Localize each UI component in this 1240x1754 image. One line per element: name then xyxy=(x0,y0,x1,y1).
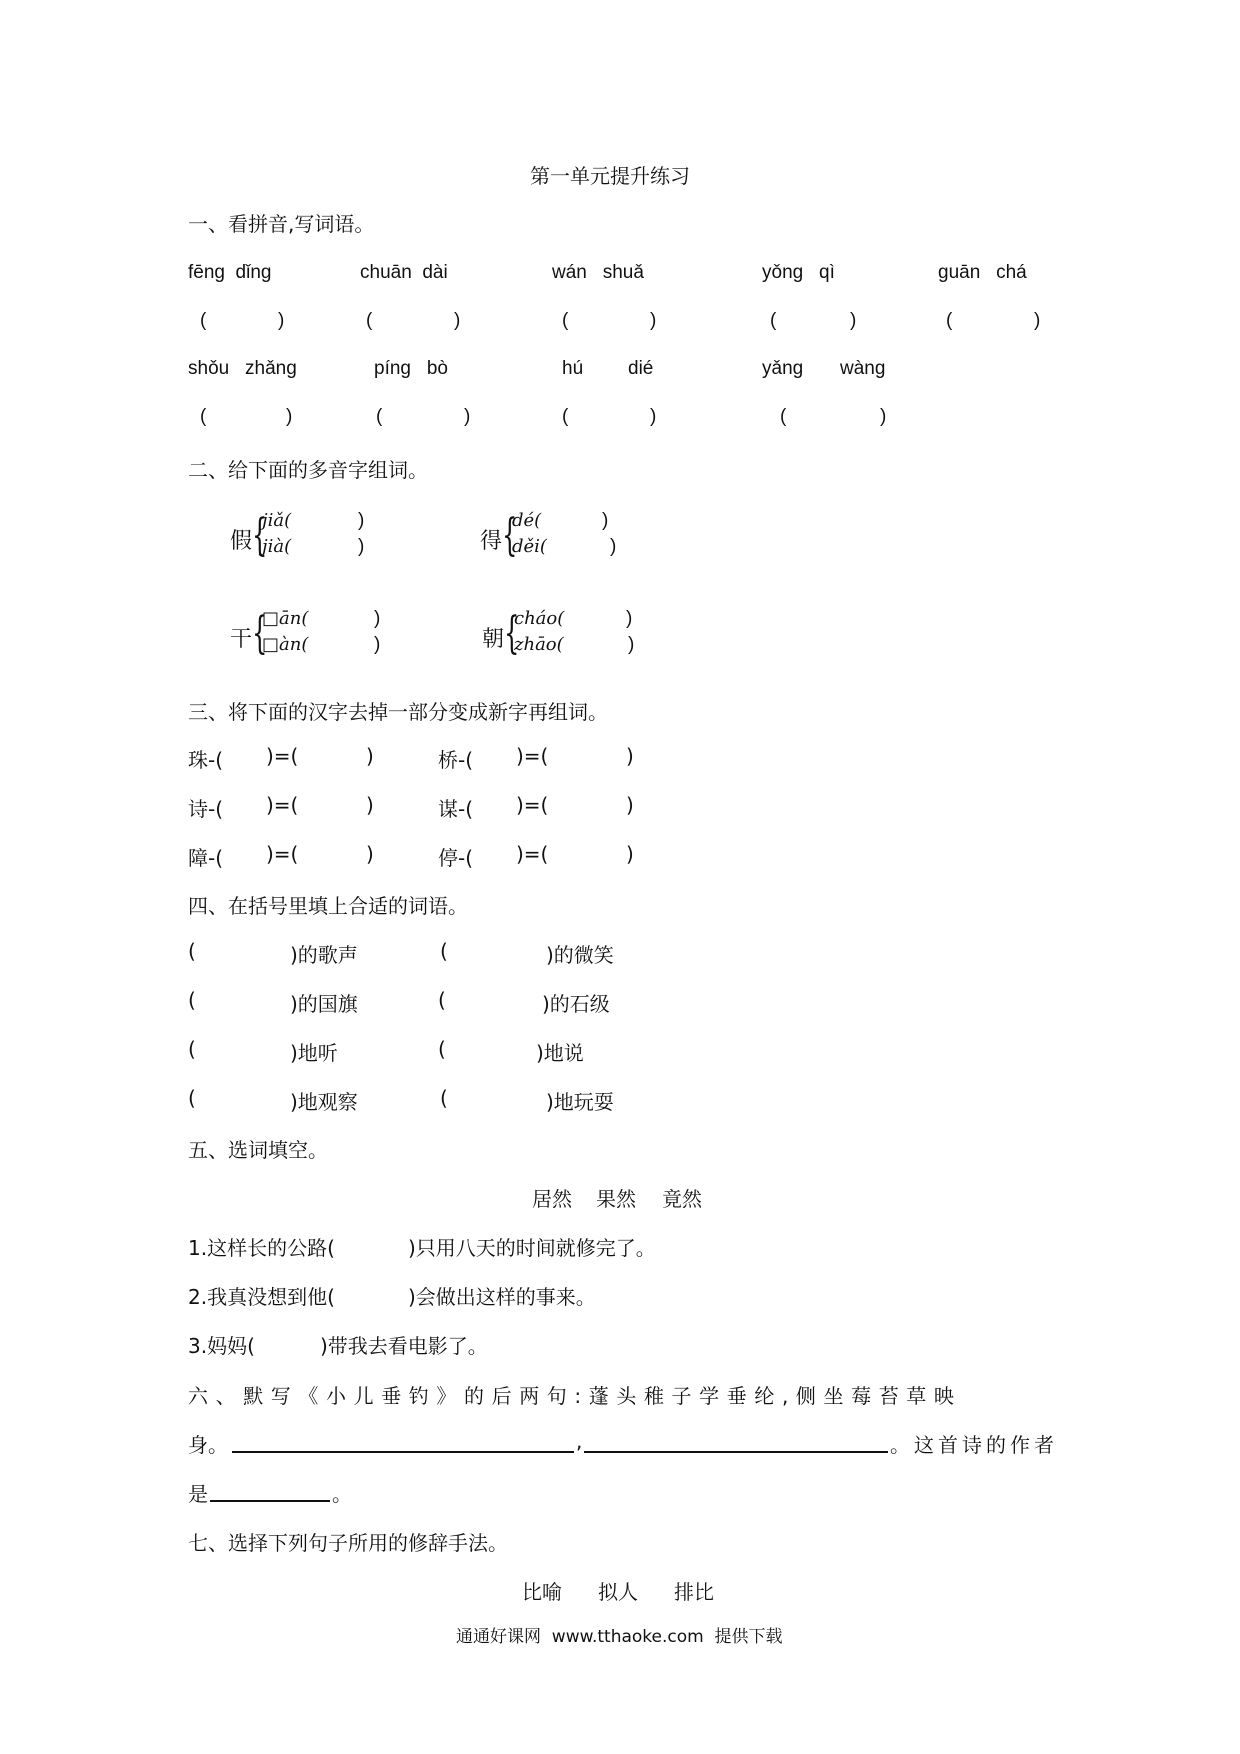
pinyin-option: děi( xyxy=(512,536,547,557)
polyphone-char-jia: 假 xyxy=(230,529,253,554)
question-1-text-end: )只用八天的时间就修完了。 xyxy=(408,1236,656,1260)
section-4-heading: 四、在括号里填上合适的词语。 xyxy=(188,894,468,918)
rhetoric-choice: 比喻 xyxy=(522,1580,562,1604)
answer-blank[interactable]: ( xyxy=(200,310,207,331)
char-item-mid[interactable]: )=( xyxy=(266,744,299,768)
question-2-text: 2.我真没想到他( xyxy=(188,1285,335,1309)
pinyin-5: guān chá xyxy=(938,262,1027,283)
char-item: 谋-( xyxy=(438,797,474,821)
section-1-heading: 一、看拼音,写词语。 xyxy=(188,212,375,236)
brace-icon: { xyxy=(502,510,518,561)
answer-blank-close[interactable]: ) xyxy=(602,510,609,531)
pinyin-option: cháo( xyxy=(514,608,565,629)
section-3-heading: 三、将下面的汉字去掉一部分变成新字再组词。 xyxy=(188,700,608,724)
fill-item: )地玩耍 xyxy=(546,1090,614,1114)
question-3-text: 3.妈妈( xyxy=(188,1334,255,1358)
page-title: 第一单元提升练习 xyxy=(530,164,690,188)
section-7-heading: 七、选择下列句子所用的修辞手法。 xyxy=(188,1531,508,1555)
pinyin-1: fēng dǐng xyxy=(188,262,272,283)
answer-line[interactable] xyxy=(584,1451,888,1453)
brace-icon: { xyxy=(252,608,268,659)
answer-blank-close[interactable]: ) xyxy=(366,793,374,817)
answer-blank-close: ) xyxy=(650,310,657,331)
word-choice: 果然 xyxy=(596,1187,636,1211)
answer-blank[interactable]: ( xyxy=(440,939,448,963)
fill-item: )地观察 xyxy=(290,1090,358,1114)
char-item: 珠-( xyxy=(188,748,224,772)
char-item-mid[interactable]: )=( xyxy=(266,793,299,817)
question-2-text-end: )会做出这样的事来。 xyxy=(408,1285,596,1309)
polyphone-char-chao: 朝 xyxy=(482,627,505,652)
fill-item: )的微笑 xyxy=(546,943,614,967)
section-6-text: 。这首诗的作者 xyxy=(890,1433,1058,1457)
answer-blank-close[interactable]: ) xyxy=(610,536,617,557)
answer-blank[interactable]: ( xyxy=(946,310,953,331)
answer-blank-close[interactable]: ) xyxy=(358,536,365,557)
answer-blank[interactable]: ( xyxy=(770,310,777,331)
answer-blank-close[interactable]: ) xyxy=(626,608,633,629)
char-item-mid[interactable]: )=( xyxy=(516,793,549,817)
pinyin-6: shǒu zhǎng xyxy=(188,358,297,379)
char-item: 停-( xyxy=(438,846,474,870)
fill-item: )地听 xyxy=(290,1041,338,1065)
answer-blank-close[interactable]: ) xyxy=(626,793,634,817)
char-item-mid[interactable]: )=( xyxy=(516,842,549,866)
answer-blank-close: ) xyxy=(850,310,857,331)
answer-blank-close: ) xyxy=(454,310,461,331)
pinyin-4: yǒng qì xyxy=(762,262,835,283)
answer-blank[interactable]: ( xyxy=(200,406,207,427)
pinyin-option: zhāo( xyxy=(514,634,564,655)
polyphone-char-gan: 干 xyxy=(230,627,253,652)
answer-line[interactable] xyxy=(232,1451,574,1453)
answer-blank[interactable]: ( xyxy=(562,406,569,427)
answer-blank[interactable]: ( xyxy=(188,988,196,1012)
footer-text: 通通好课网 www.tthaoke.com 提供下载 xyxy=(456,1627,783,1647)
answer-line[interactable] xyxy=(210,1500,330,1502)
section-6-text: 身。 xyxy=(188,1433,228,1457)
pinyin-3: wán shuǎ xyxy=(552,262,644,283)
answer-blank-close[interactable]: ) xyxy=(626,744,634,768)
section-6-text: 。 xyxy=(332,1482,352,1506)
answer-blank-close: ) xyxy=(286,406,293,427)
rhetoric-choice: 拟人 xyxy=(598,1580,638,1604)
section-6-text: 六、默写《小儿垂钓》的后两句:蓬头稚子学垂纶,侧坐莓苔草映 xyxy=(188,1384,962,1408)
pinyin-8a: hú xyxy=(562,358,584,379)
question-3-text-end: )带我去看电影了。 xyxy=(320,1334,488,1358)
pinyin-9b: wàng xyxy=(840,358,886,379)
answer-blank-close[interactable]: ) xyxy=(626,842,634,866)
answer-blank-close: ) xyxy=(880,406,887,427)
answer-blank[interactable]: ( xyxy=(438,988,446,1012)
polyphone-char-de: 得 xyxy=(480,529,503,554)
answer-blank-close[interactable]: ) xyxy=(374,608,381,629)
word-choice: 竟然 xyxy=(662,1187,702,1211)
fill-item: )的石级 xyxy=(542,992,610,1016)
answer-blank-close[interactable]: ) xyxy=(628,634,635,655)
rhetoric-choice: 排比 xyxy=(674,1580,714,1604)
answer-blank[interactable]: ( xyxy=(780,406,787,427)
question-1-text: 1.这样长的公路( xyxy=(188,1236,335,1260)
char-item: 桥-( xyxy=(438,748,474,772)
fill-item: )的国旗 xyxy=(290,992,358,1016)
answer-blank-close: ) xyxy=(650,406,657,427)
pinyin-option: jiǎ( xyxy=(262,510,292,531)
answer-blank[interactable]: ( xyxy=(562,310,569,331)
answer-blank-close[interactable]: ) xyxy=(358,510,365,531)
pinyin-9a: yǎng xyxy=(762,358,804,379)
pinyin-7: píng bò xyxy=(374,358,448,379)
fill-item: )的歌声 xyxy=(290,943,358,967)
char-item: 障-( xyxy=(188,846,224,870)
section-6-comma: , xyxy=(576,1429,583,1453)
section-2-heading: 二、给下面的多音字组词。 xyxy=(188,458,428,482)
answer-blank[interactable]: ( xyxy=(188,939,196,963)
pinyin-option: □àn( xyxy=(262,634,309,655)
answer-blank-close[interactable]: ) xyxy=(374,634,381,655)
answer-blank[interactable]: ( xyxy=(188,1037,196,1061)
answer-blank-close[interactable]: ) xyxy=(366,842,374,866)
section-6-text: 是 xyxy=(188,1482,208,1506)
answer-blank-close[interactable]: ) xyxy=(366,744,374,768)
answer-blank[interactable]: ( xyxy=(188,1086,196,1110)
answer-blank[interactable]: ( xyxy=(366,310,373,331)
char-item-mid[interactable]: )=( xyxy=(266,842,299,866)
pinyin-8b: dié xyxy=(628,358,654,379)
char-item-mid[interactable]: )=( xyxy=(516,744,549,768)
answer-blank[interactable]: ( xyxy=(440,1086,448,1110)
answer-blank-close: ) xyxy=(1034,310,1041,331)
brace-icon: { xyxy=(252,510,268,561)
char-item: 诗-( xyxy=(188,797,224,821)
fill-item: )地说 xyxy=(536,1041,584,1065)
section-5-heading: 五、选词填空。 xyxy=(188,1138,328,1162)
pinyin-2: chuān dài xyxy=(360,262,448,283)
answer-blank-close: ) xyxy=(464,406,471,427)
answer-blank[interactable]: ( xyxy=(438,1037,446,1061)
answer-blank[interactable]: ( xyxy=(376,406,383,427)
answer-blank-close: ) xyxy=(278,310,285,331)
brace-icon: { xyxy=(504,608,520,659)
pinyin-option: jià( xyxy=(262,536,292,557)
pinyin-option: dé( xyxy=(512,510,542,531)
word-choice: 居然 xyxy=(532,1187,572,1211)
pinyin-option: □ān( xyxy=(262,608,309,629)
